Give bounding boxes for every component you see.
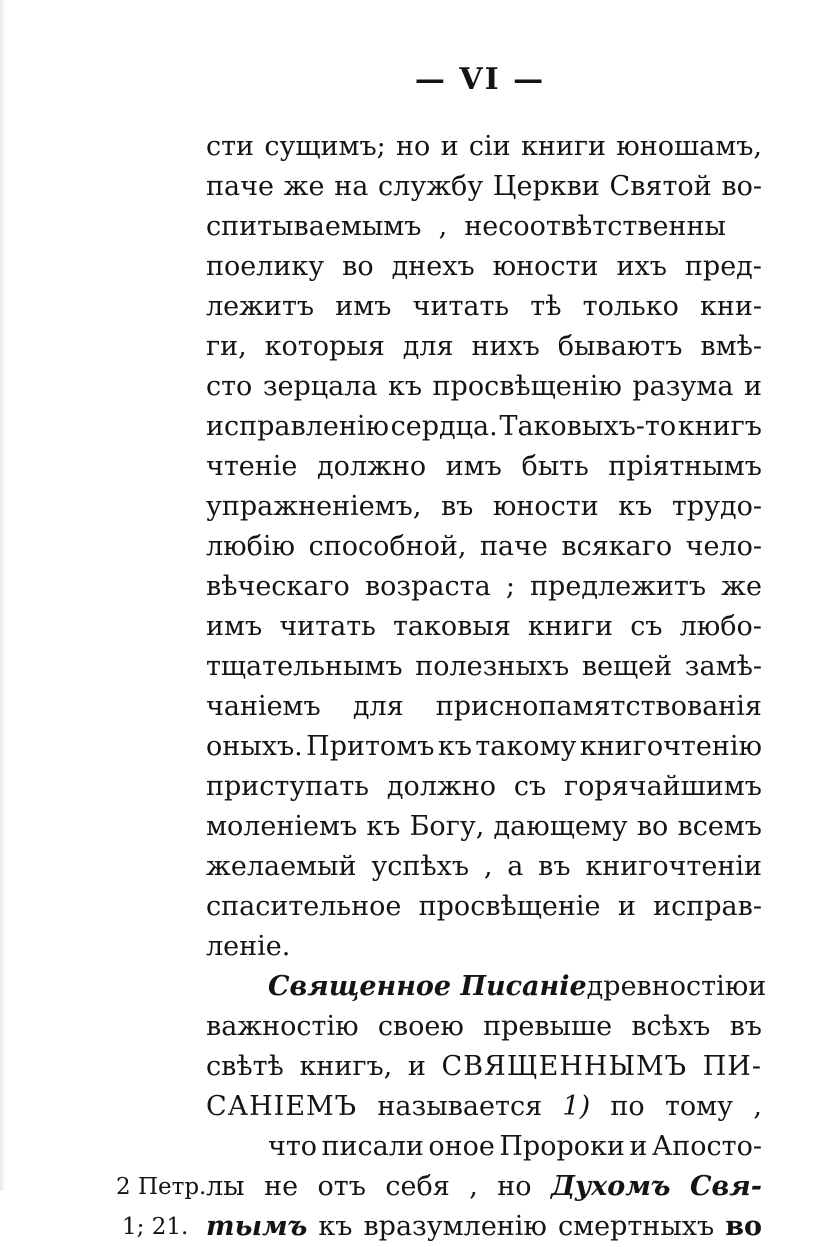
word: ихъ [616, 251, 667, 282]
word: любо- [679, 611, 762, 642]
word: оныхъ. [206, 731, 303, 762]
word: и [748, 971, 767, 1002]
word: ПИ- [702, 1051, 762, 1082]
word: всѣхъ [631, 1011, 711, 1042]
word: Таковыхъ-то [499, 411, 677, 442]
italic-phrase: тымъ [206, 1211, 308, 1242]
text-line [206, 167, 762, 207]
text-line [206, 527, 762, 567]
word: юношамъ, [616, 131, 762, 162]
word: вещей [581, 651, 673, 682]
word: службу [378, 171, 484, 202]
text-line [206, 487, 762, 527]
word: тому [664, 1091, 734, 1122]
text-line [206, 1007, 762, 1047]
word: Святой [609, 171, 712, 202]
word: сти [206, 131, 255, 162]
word: въ [538, 851, 571, 882]
word: упражненіемъ, [206, 491, 422, 522]
word: спитываемымъ [206, 211, 422, 242]
word: во [342, 251, 374, 282]
word: всемъ [677, 811, 762, 842]
word: Церкви [492, 171, 600, 202]
word: къ [437, 731, 472, 762]
word: для [402, 331, 454, 362]
word: любію [206, 531, 296, 562]
word: успѣхъ [371, 851, 470, 882]
word: таковыя [393, 611, 511, 642]
word: зерцала [262, 371, 378, 402]
word: дающему [493, 811, 628, 842]
word: писали [321, 1131, 424, 1162]
word: имъ [445, 451, 502, 482]
word: къ [388, 371, 423, 402]
word: чаніемъ [206, 691, 321, 722]
word: спасительное [206, 891, 402, 922]
text-line [206, 887, 762, 927]
word: которыя [264, 331, 385, 362]
word: съ [630, 611, 663, 642]
word: исправленію [206, 411, 389, 442]
word: чело- [685, 531, 762, 562]
word: приступать [206, 771, 369, 802]
word: читать [412, 291, 510, 322]
word: только [582, 291, 679, 322]
italic-phrase: Духомъ [550, 1171, 671, 1202]
word: трудо- [671, 491, 762, 522]
footnote-ref: 1) [562, 1091, 591, 1122]
word: , [483, 851, 493, 882]
word: пред- [684, 251, 762, 282]
word: себя [385, 1171, 450, 1202]
word: своею [377, 1011, 464, 1042]
word: и [407, 1051, 426, 1082]
word: быть [521, 451, 589, 482]
text-line [206, 567, 762, 607]
text-line [206, 767, 762, 807]
word: къ [618, 491, 653, 522]
word: лы [206, 1171, 245, 1202]
word: называется [377, 1091, 543, 1122]
margin-note-reference: 1; 21. [122, 1214, 189, 1240]
word: днехъ [391, 251, 475, 282]
word: тщательнымъ [206, 651, 403, 682]
word: должно [316, 451, 427, 482]
page-number: — VI — [414, 62, 546, 97]
word: для [352, 691, 404, 722]
word: вразумленію [363, 1211, 547, 1242]
word: замѣ- [684, 651, 762, 682]
italic-phrase: Свя- [690, 1171, 762, 1202]
word: поелику [206, 251, 325, 282]
text-line [206, 727, 762, 767]
word: лежитъ [206, 291, 315, 322]
text-line [206, 127, 762, 167]
word: но [497, 1171, 532, 1202]
word: и [617, 891, 636, 922]
word: , [438, 211, 448, 242]
text-line [206, 927, 762, 967]
text-line [206, 1047, 762, 1087]
word: и [629, 1131, 648, 1162]
word: свѣтѣ [206, 1051, 284, 1082]
word: съ [513, 771, 547, 802]
italic-phrase: Священное Писаніе [268, 971, 587, 1002]
word: по [610, 1091, 645, 1122]
word: полезныхъ [415, 651, 570, 682]
text-line [206, 647, 762, 687]
word: вѣческаго [206, 571, 350, 602]
word: предлежитъ [530, 571, 707, 602]
word: же [721, 571, 762, 602]
word: книги [528, 611, 614, 642]
word: къ [366, 811, 401, 842]
word: смертныхъ [557, 1211, 715, 1242]
word: во- [721, 171, 762, 202]
word: сто [206, 371, 253, 402]
text-line [206, 407, 762, 447]
word: тѣ [530, 291, 562, 322]
word: отъ [317, 1171, 366, 1202]
word: а [507, 851, 524, 882]
paper-edge [0, 0, 6, 1191]
word: же [283, 171, 325, 202]
word: нихъ [471, 331, 540, 362]
word: оное [428, 1131, 495, 1162]
word: горячайшимъ [564, 771, 762, 802]
word: книгъ [677, 411, 762, 442]
word: книгъ, [299, 1051, 393, 1082]
word: въ [729, 1011, 762, 1042]
word: читать [279, 611, 376, 642]
word: желаемый [206, 851, 357, 882]
word: книгочтеніи [585, 851, 762, 882]
word: просвѣщеніе [418, 891, 601, 922]
word: имъ [206, 611, 263, 642]
text-line [206, 687, 762, 727]
word: пріятнымъ [608, 451, 762, 482]
word: такому [475, 731, 577, 762]
word: юности [492, 491, 599, 522]
word: важностію [206, 1011, 359, 1042]
word: леніе. [206, 931, 291, 962]
word: паче [206, 171, 274, 202]
text-line [268, 967, 767, 1007]
word: всякаго [561, 531, 673, 562]
word: книгочтенію [579, 731, 762, 762]
word: что [268, 1131, 318, 1162]
word: , [469, 1171, 478, 1202]
text-line [206, 207, 726, 247]
word: СВЯЩЕННЫМЪ [441, 1051, 688, 1082]
text-line [206, 247, 762, 287]
text-line [206, 1207, 762, 1247]
word: ; [505, 571, 515, 602]
word: превыше [483, 1011, 613, 1042]
text-line [268, 1127, 762, 1167]
word: юности [492, 251, 599, 282]
word: вмѣ- [700, 331, 762, 362]
word: ги, [206, 331, 247, 362]
word: и [440, 131, 459, 162]
word: чтеніе [206, 451, 298, 482]
text-line [206, 367, 762, 407]
text-line [206, 847, 762, 887]
text-line [206, 327, 762, 367]
text-line [206, 1087, 762, 1127]
word: древностію [586, 971, 749, 1002]
text-line [206, 807, 762, 847]
margin-note-reference: 2 Петр. [116, 1174, 207, 1200]
word: въ [440, 491, 474, 522]
word: Богу, [409, 811, 485, 842]
word: и [743, 371, 762, 402]
word: не [264, 1171, 299, 1202]
word: бываютъ [557, 331, 683, 362]
word: сіи [468, 131, 511, 162]
word: имъ [335, 291, 392, 322]
word: Апосто- [651, 1131, 762, 1162]
word: моленіемъ [206, 811, 358, 842]
word: кни- [700, 291, 762, 322]
word: но [396, 131, 431, 162]
word: способной, [308, 531, 467, 562]
text-line [206, 287, 762, 327]
word: САНІЕМЪ [206, 1091, 358, 1122]
word: приснопамятствованія [435, 691, 762, 722]
word: Притомъ [306, 731, 435, 762]
word: книги [520, 131, 606, 162]
word: во [636, 811, 669, 842]
word: во [725, 1211, 762, 1242]
word: Пророки [499, 1131, 625, 1162]
text-line [206, 1167, 762, 1207]
word: несоотвѣтственны [464, 211, 726, 242]
word: , [753, 1091, 762, 1122]
word: разума [632, 371, 734, 402]
word: на [334, 171, 369, 202]
word: просвѣщенію [432, 371, 622, 402]
word: къ [318, 1211, 353, 1242]
word: паче [479, 531, 548, 562]
word: сущимъ; [264, 131, 386, 162]
word: исправ- [653, 891, 762, 922]
text-line [206, 607, 762, 647]
word: должно [386, 771, 496, 802]
word: возраста [364, 571, 491, 602]
word: сердца. [390, 411, 498, 442]
text-line [206, 447, 762, 487]
